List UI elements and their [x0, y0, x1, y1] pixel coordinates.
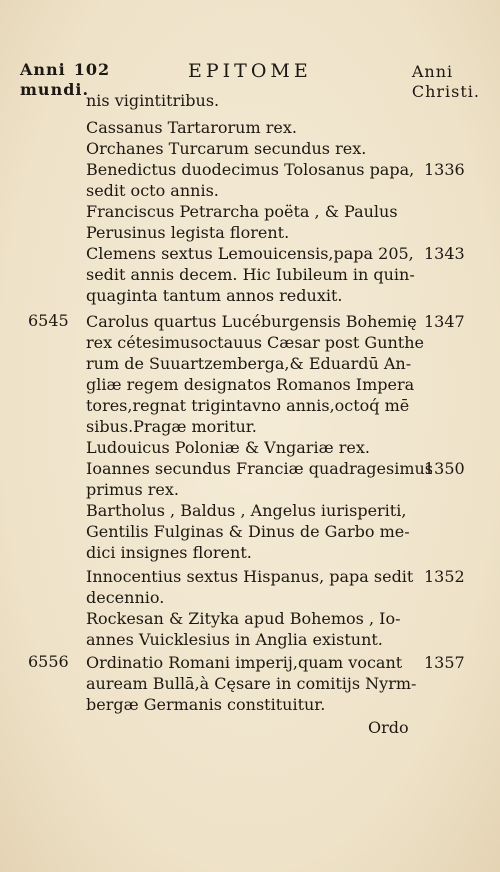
text-line: Carolus quartus Lucéburgensis Bohemię — [86, 312, 417, 331]
text-line: Orchanes Turcarum secundus rex. — [86, 139, 367, 158]
text-line: gliæ regem designatos Romanos Impera — [86, 375, 415, 394]
text-line: Ioannes secundus Franciæ quadragesimus — [86, 459, 433, 478]
text-line: annes Vuicklesius in Anglia existunt. — [86, 630, 383, 649]
margin-year-christi: 1347 — [424, 312, 465, 331]
text-line: sedit annis decem. Hic Iubileum in quin- — [86, 265, 415, 284]
running-title: EPITOME — [188, 60, 312, 82]
text-line: primus rex. — [86, 480, 180, 499]
text-line: quaginta tantum annos reduxit. — [86, 286, 343, 305]
text-line: Rockesan & Zityka apud Bohemos , Io- — [86, 609, 401, 628]
header-anni-christi — [412, 62, 480, 102]
margin-year-mundi: 6545 — [28, 311, 69, 330]
text-line: dici insignes florent. — [86, 543, 252, 562]
text-line: bergæ Germanis constituitur. — [86, 695, 326, 714]
anni-christi-label-1: Anni — [411, 62, 454, 81]
margin-year-christi: 1343 — [424, 244, 465, 263]
anni-label: Anni — [20, 60, 66, 79]
mundi-label: mundi. — [20, 80, 90, 99]
margin-year-christi: 1336 — [424, 160, 465, 179]
text-line: decennio. — [86, 588, 165, 607]
text-line: Gentilis Fulginas & Dinus de Garbo me- — [86, 522, 410, 541]
text-line: Ludouicus Poloniæ & Vngariæ rex. — [86, 438, 370, 457]
catchword: Ordo — [368, 718, 409, 737]
page-number: 102 — [73, 60, 111, 79]
text-line: nis vigintitribus. — [86, 91, 220, 110]
text-line: Clemens sextus Lemouicensis,papa 205, — [86, 244, 414, 263]
text-line: sibus.Pragæ moritur. — [86, 417, 257, 436]
margin-year-christi: 1352 — [424, 567, 465, 586]
text-line: Perusinus legista florent. — [86, 223, 290, 242]
text-line: Ordinatio Romani imperij,quam vocant — [86, 653, 403, 672]
margin-year-christi: 1357 — [424, 653, 465, 672]
text-line: Cassanus Tartarorum rex. — [86, 118, 297, 137]
margin-year-mundi: 6556 — [28, 652, 69, 671]
text-line: Innocentius sextus Hispanus, papa sedit — [86, 567, 414, 586]
text-line: Benedictus duodecimus Tolosanus papa, — [86, 160, 415, 179]
text-line: sedit octo annis. — [86, 181, 219, 200]
text-line: auream Bullā,à Cęsare in comitijs Nyrm- — [86, 674, 417, 693]
text-line: rum de Suuartzemberga,& Eduardū An- — [86, 354, 412, 373]
margin-year-christi: 1350 — [424, 459, 465, 478]
text-line: Bartholus , Baldus , Angelus iurisperiti, — [86, 501, 407, 520]
text-line: rex cétesimusoctauus Cæsar post Gunthe — [86, 333, 424, 352]
anni-christi-label-2: Christi. — [411, 82, 480, 101]
text-line: tores,regnat trigintavno annis,octoq́ mē — [86, 396, 410, 415]
text-line: Franciscus Petrarcha poëta , & Paulus — [86, 202, 398, 221]
